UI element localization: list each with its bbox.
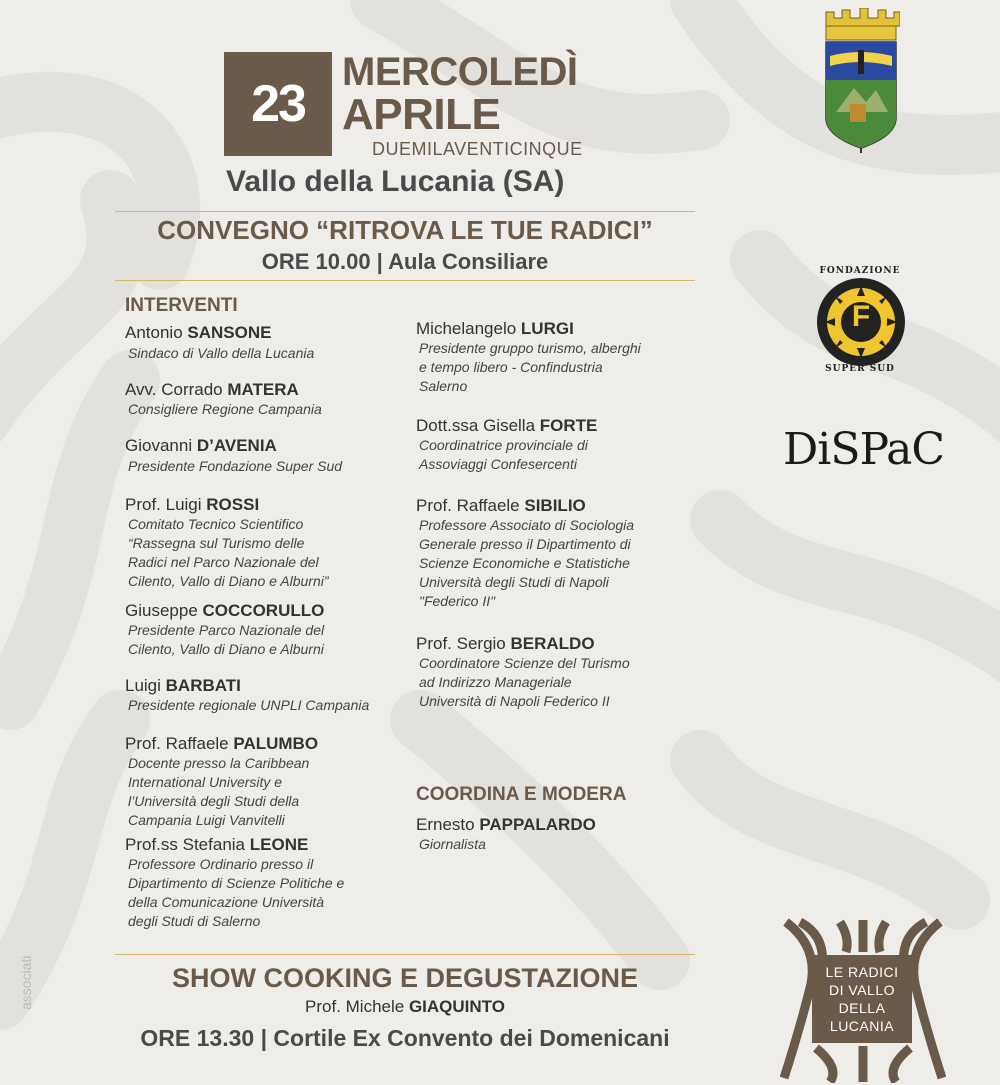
moderatore-name: Ernesto PAPPALARDO — [416, 815, 596, 834]
moderatore-role: Giornalista — [419, 836, 486, 852]
speaker-role: Sindaco di Vallo della Lucania — [128, 345, 315, 361]
date-month: APRILE — [342, 90, 501, 139]
date-year: DUEMILAVENTICINQUE — [372, 139, 583, 159]
speaker-name: Luigi BARBATI — [125, 676, 241, 695]
fondazione-letter: F — [851, 300, 871, 333]
speaker-role: Presidente regionale UNPLI Campania — [128, 697, 370, 713]
speaker-role: Presidente Parco Nazionale del Cilento, Vallo di Diano e Alburni — [128, 622, 325, 657]
speaker-name: Avv. Corrado MATERA — [125, 380, 299, 399]
fondazione-label-top: FONDAZIONE — [819, 266, 901, 276]
dispac-logo: DiSPaC — [783, 424, 945, 475]
designer-credit: associati — [18, 955, 34, 1010]
speaker-name: Dott.ssa Gisella FORTE — [416, 416, 598, 435]
gold-rule-top — [115, 211, 695, 212]
show-cooking-chef: Prof. Michele GIAQUINTO — [305, 997, 505, 1016]
speaker-role: Comitato Tecnico Scientifico “Rassegna sul Turismo delle Radici nel Parco Nazionale del Cilento, Vallo di Diano e Alburni” — [128, 516, 329, 589]
speaker-role: Professore Ordinario presso il Dipartimento di Scienze Politiche e della Comunicazione Università degli Studi di Salerno — [128, 856, 345, 929]
speaker-role: Docente presso la Caribbean International University e l’Università degli Studi della Campania Luigi Vanvitelli — [128, 755, 310, 828]
speaker-role: Presidente Fondazione Super Sud — [128, 458, 343, 474]
speaker-name: Prof. Luigi ROSSI — [125, 495, 260, 514]
show-cooking-time-place: ORE 13.30 | Cortile Ex Convento dei Domenicani — [140, 1025, 670, 1051]
speaker-role: Presidente gruppo turismo, alberghi e tempo libero - Confindustria Salerno — [419, 340, 641, 394]
date-day-number: 23 — [224, 52, 332, 156]
date-weekday: MERCOLEDÌ — [342, 50, 578, 94]
coat-of-arms-logo — [820, 8, 900, 153]
speaker-name: Prof. Raffaele PALUMBO — [125, 734, 319, 753]
le-radici-text: LE RADICI DI VALLO DELLA LUCANIA — [825, 964, 899, 1034]
gold-rule-show — [115, 954, 695, 955]
speaker-name: Giovanni D’AVENIA — [125, 436, 277, 455]
speaker-name: Prof.ss Stefania LEONE — [125, 835, 309, 854]
speaker-name: Prof. Raffaele SIBILIO — [416, 496, 586, 515]
fondazione-label-bottom: SUPER SUD — [825, 364, 895, 374]
speaker-name: Antonio SANSONE — [125, 323, 272, 342]
speaker-name: Michelangelo LURGI — [416, 319, 574, 338]
speaker-name: Giuseppe COCCORULLO — [125, 601, 325, 620]
moderatore-heading: COORDINA E MODERA — [416, 784, 627, 805]
convegno-title: CONVEGNO “RITROVA LE TUE RADICI” — [157, 215, 653, 245]
speaker-role: Coordinatrice provinciale di Assoviaggi Confesercenti — [419, 437, 588, 472]
interventi-heading: INTERVENTI — [125, 295, 238, 316]
event-city: Vallo della Lucania (SA) — [226, 165, 565, 198]
show-cooking-title: SHOW COOKING E DEGUSTAZIONE — [171, 963, 638, 993]
speaker-role: Professore Associato di Sociologia Generale presso il Dipartimento di Scienze Economiche e Statistiche Università degli Studi di Napoli "Federico II" — [419, 517, 635, 609]
speaker-role: Coordinatore Scienze del Turismo ad Indirizzo Manageriale Università di Napoli Federico II — [419, 655, 630, 709]
speaker-role: Consigliere Regione Campania — [128, 401, 322, 417]
speaker-name: Prof. Sergio BERALDO — [416, 634, 595, 653]
convegno-time-place: ORE 10.00 | Aula Consiliare — [261, 249, 549, 274]
gold-rule-bottom — [115, 280, 695, 281]
